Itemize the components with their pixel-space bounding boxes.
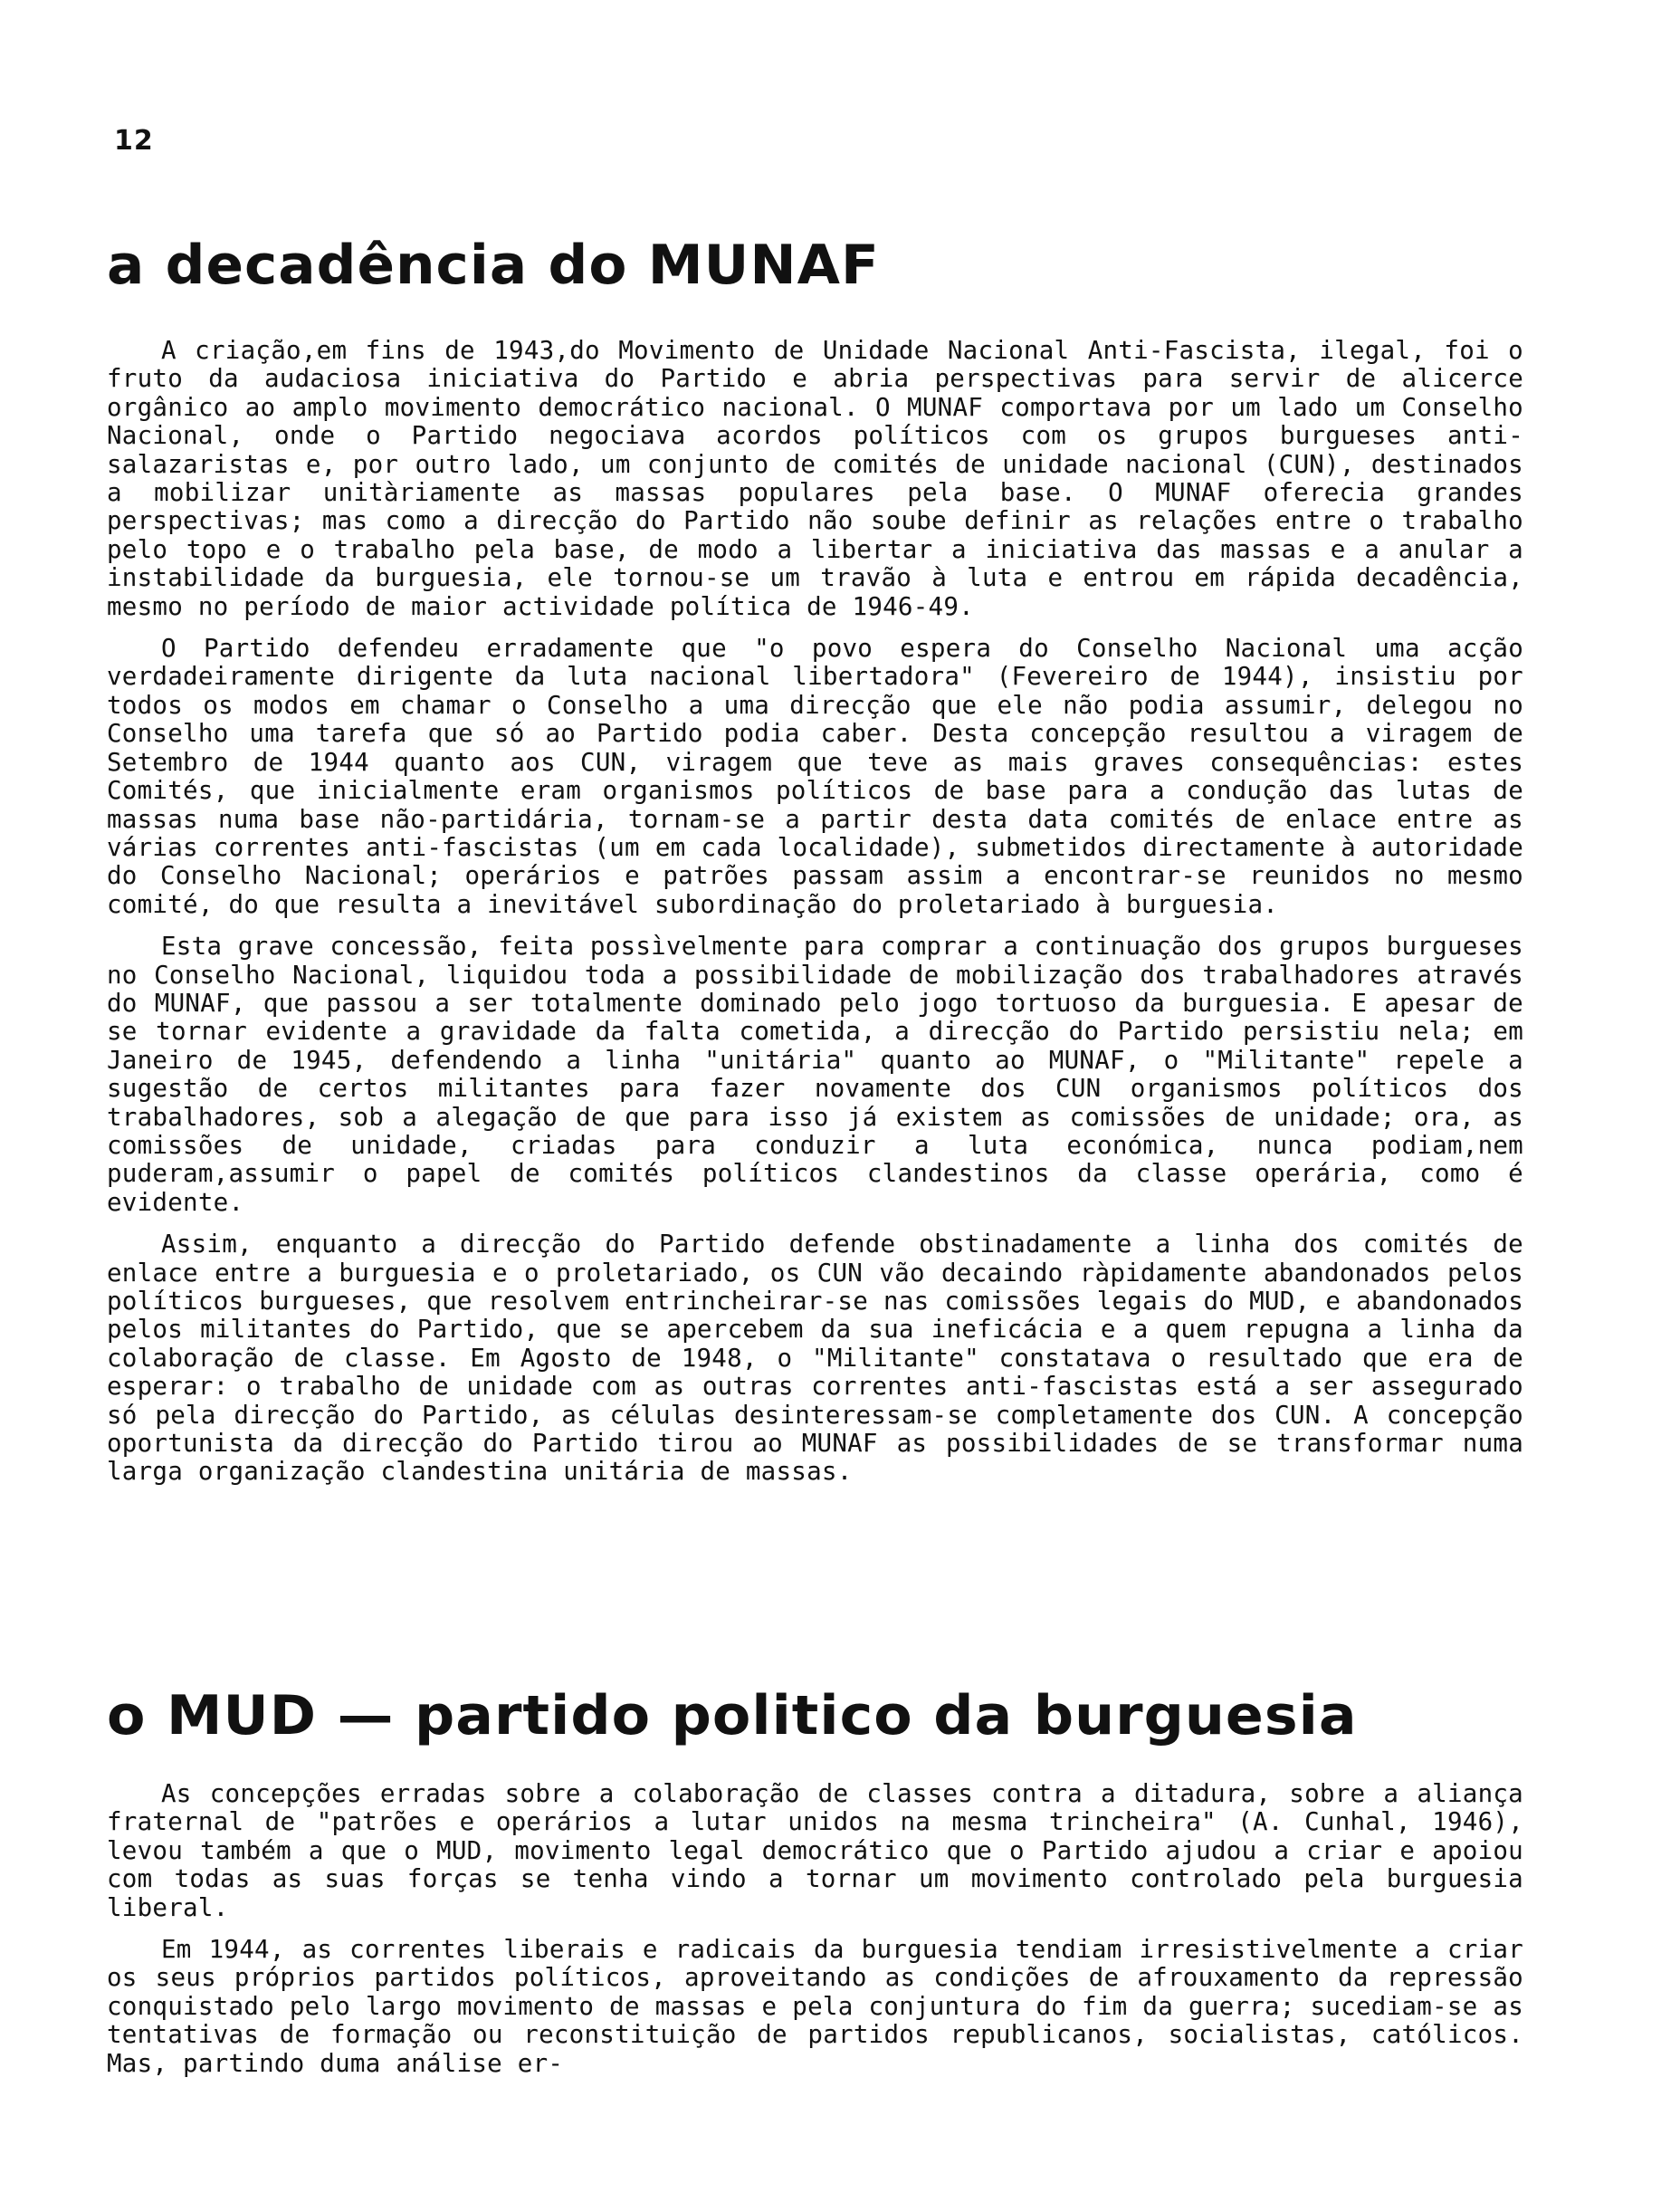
section-title-mud: o MUD — partido politico da burguesia <box>107 1684 1358 1747</box>
paragraph: Em 1944, as correntes liberais e radicais da burguesia tendiam irresistivelmente a criar os seus próprios partidos políticos, aproveitando as condições de afrouxamento da repressão conquistado pelo largo movimento de massas e pela conjuntura do fim da guerra; sucediam-se as tentativas de formação ou reconstituição de partidos republicanos, socialistas, católicos. Mas, partindo duma análise er- <box>107 1935 1523 2078</box>
section-mud-body <box>107 1780 1523 2092</box>
section-title-munaf: a decadência do MUNAF <box>107 234 880 297</box>
paragraph: As concepções erradas sobre a colaboração de classes contra a ditadura, sobre a aliança fraternal de "patrões e operários a lutar unidos na mesma trincheira" (A. Cunhal, 1946), levou também a que o MUD, movimento legal democrático que o Partido ajudou a criar e apoiou com todas as suas forças se tenha vindo a tornar um movimento controlado pela burguesia liberal. <box>107 1779 1523 1922</box>
paragraph: A criação,em fins de 1943,do Movimento de Unidade Nacional Anti-Fascista, ilegal, foi o fruto da audaciosa iniciativa do Partido e abria perspectivas para servir de alicerce orgânico ao amplo movimento democrático nacional. O MUNAF comportava por um lado um Conselho Nacional, onde o Partido negociava acordos políticos com os grupos burgueses anti-salazaristas e, por outro lado, um conjunto de comités de unidade nacional (CUN), destinados a mobilizar unitàriamente as massas populares pela base. O MUNAF oferecia grandes perspectivas; mas como a direcção do Partido não soube definir as relações entre o trabalho pelo topo e o trabalho pela base, de modo a libertar a iniciativa das massas e a anular a instabilidade da burguesia, ele tornou-se um travão à luta e entrou em rápida decadência, mesmo no período de maior actividade política de 1946-49. <box>107 336 1523 621</box>
paragraph: O Partido defendeu erradamente que "o povo espera do Conselho Nacional uma acção verdadeiramente dirigente da luta nacional libertadora" (Fevereiro de 1944), insistiu por todos os modos em chamar o Conselho a uma direcção que ele não podia assumir, delegou no Conselho uma tarefa que só ao Partido podia caber. Desta concepção resultou a viragem de Setembro de 1944 quanto aos CUN, viragem que teve as mais graves consequências: estes Comités, que inicialmente eram organismos políticos de base para a condução das lutas de massas numa base não-partidária, tornam-se a partir desta data comités de enlace entre as várias correntes anti-fascistas (um em cada localidade), submetidos directamente à autoridade do Conselho Nacional; operários e patrões passam assim a encontrar-se reunidos no mesmo comité, do que resulta a inevitável subordinação do proletariado à burguesia. <box>107 634 1523 919</box>
paragraph: Esta grave concessão, feita possìvelmente para comprar a continuação dos grupos burgueses no Conselho Nacional, liquidou toda a possibilidade de mobilização dos trabalhadores através do MUNAF, que passou a ser totalmente dominado pelo jogo tortuoso da burguesia. E apesar de se tornar evidente a gravidade da falta cometida, a direcção do Partido persistiu nela; em Janeiro de 1945, defendendo a linha "unitária" quanto ao MUNAF, o "Militante" repele a sugestão de certos militantes para fazer novamente dos CUN organismos políticos dos trabalhadores, sob a alegação de que para isso já existem as comissões de unidade; ora, as comissões de unidade, criadas para conduzir a luta económica, nunca podiam,nem puderam,assumir o papel de comités políticos clandestinos da classe operária, como é evidente. <box>107 932 1523 1217</box>
section-munaf-body <box>107 337 1523 1500</box>
paragraph: Assim, enquanto a direcção do Partido defende obstinadamente a linha dos comités de enlace entre a burguesia e o proletariado, os CUN vão decaindo ràpidamente abandonados pelos políticos burgueses, que resolvem entrincheirar-se nas comissões legais do MUD, e abandonados pelos militantes do Partido, que se apercebem da sua ineficácia e a quem repugna a linha da colaboração de classe. Em Agosto de 1948, o "Militante" constatava o resultado que era de esperar: o trabalho de unidade com as outras correntes anti-fascistas está a ser assegurado só pela direcção do Partido, as células desinteressam-se completamente dos CUN. A concepção oportunista da direcção do Partido tirou ao MUNAF as possibilidades de se transformar numa larga organização clandestina unitária de massas. <box>107 1230 1523 1487</box>
page-number: 12 <box>114 125 154 157</box>
